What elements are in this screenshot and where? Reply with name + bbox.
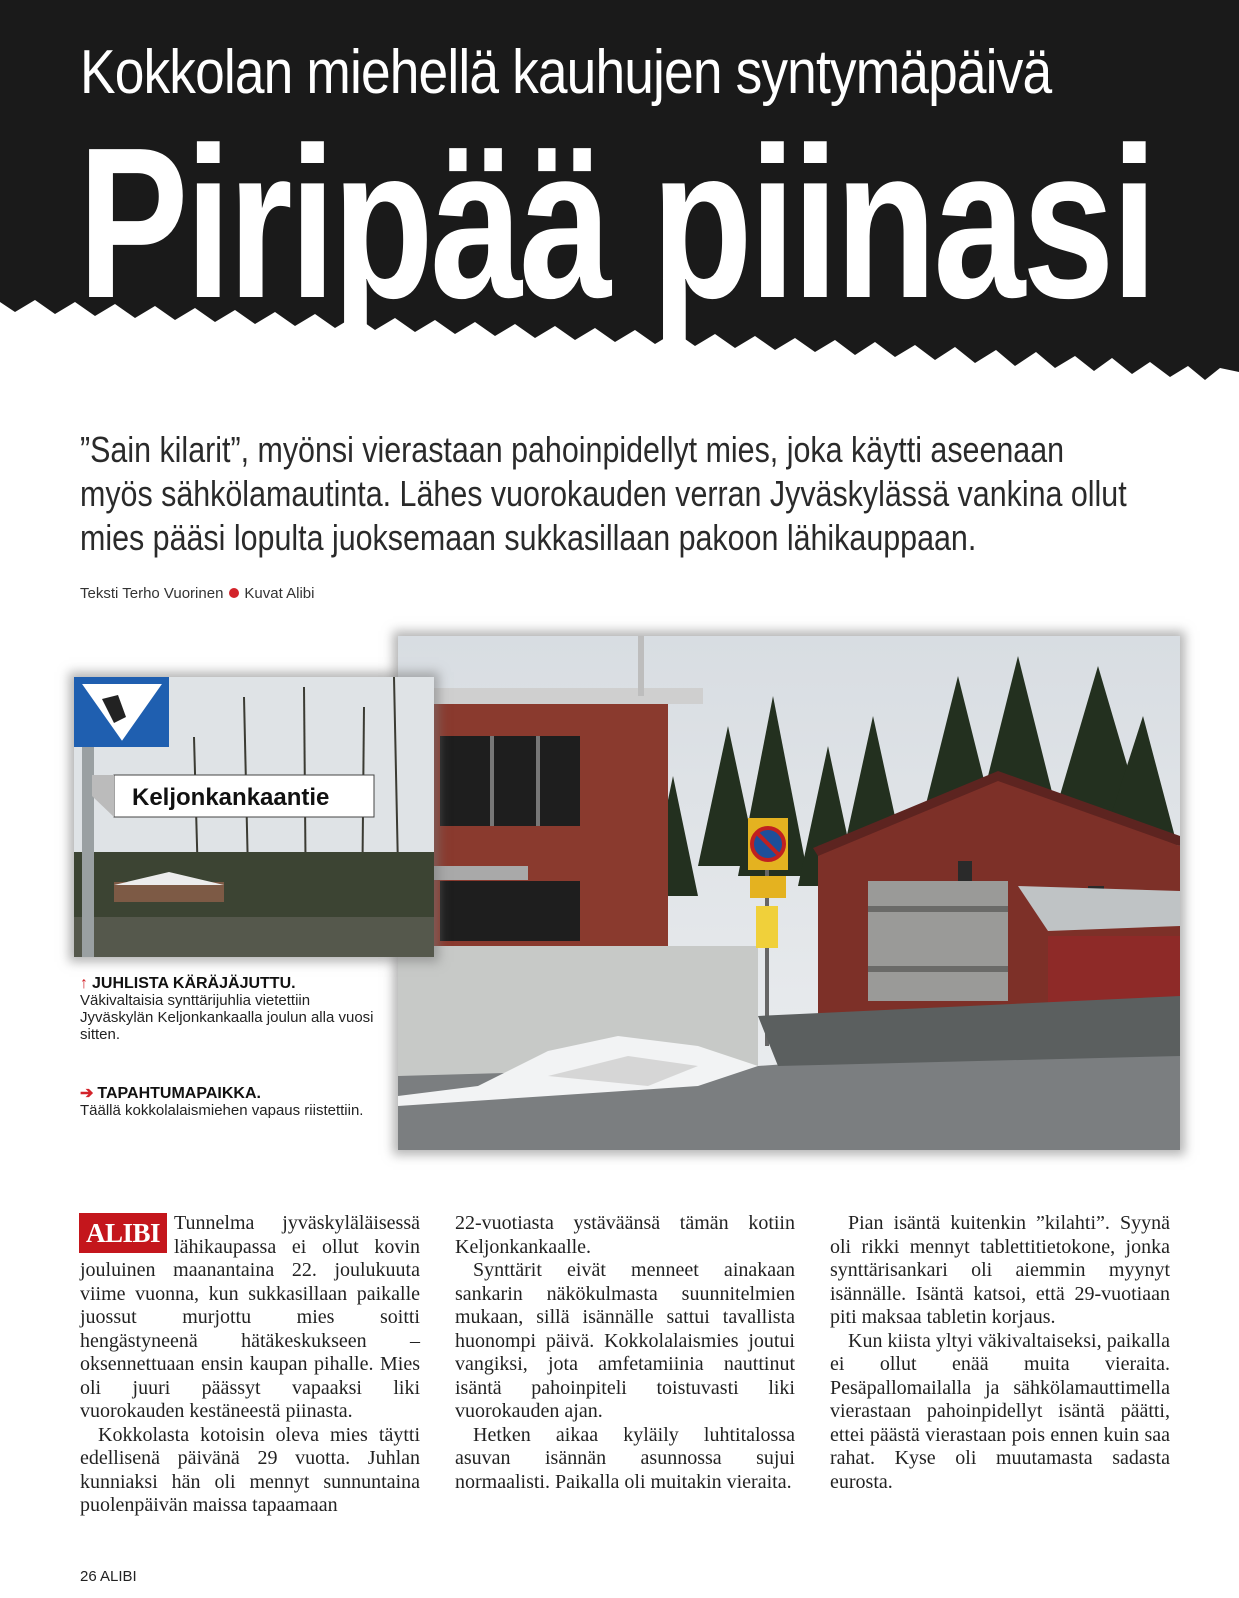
paragraph: Synttärit eivät menneet ainakaan sankarin näkökulmasta suunnitelmien mukaan, sillä isännälle sattui tavallista huonompi päivä. Kokkolalaismies joutui vangiksi, jota amfetamiinia nauttinut isäntä pahoinpiteli toistuvasti liki vuorokauden ajan. (455, 1259, 795, 1422)
paragraph: Tunnelma jyväskyläläisessä lähikaupassa ei ollut kovin jouluinen maanantaina 22. joulukuuta viime vuonna, kun sukkasillaan paikalle juossut murjottu mies soitti hengästyneenä hätäkeskukseen – oksennettuaan ensin kaupan pihalle. Mies oli juuri päässyt vapaaksi liki vuorokauden kestäneestä piinasta. (80, 1212, 420, 1422)
paragraph: Kun kiista yltyi väkivaltaiseksi, paikalla ei ollut enää muita vieraita. Pesäpallomailalla ja sähkölamauttimella vierastaan pahoinpidellyt isäntä päätti, ettei päästä vierastaan pois ennen kuin saa rahat. Kyse oli muutamasta sadasta eurosta. (830, 1329, 1170, 1493)
byline (80, 585, 314, 602)
caption-1-title: ↑ JUHLISTA KÄRÄJÄJUTTU. (80, 975, 296, 992)
main-headline: Piripää piinasi (78, 102, 1155, 343)
paragraph: 22-vuotiasta ystäväänsä tämän kotiin Keljonkankaalle. (455, 1212, 795, 1258)
paragraph: Pian isäntä kuitenkin ”kilahti”. Syynä oli rikki mennyt tablettitietokone, jonka synttärisankari oli aiemmin myynyt isännälle. Isäntä katsoi, että 29-vuotiaan piti maksaa tabletin korjaus. (830, 1212, 1170, 1328)
alibi-logo-badge: ALIBI (80, 1214, 166, 1252)
header-band (0, 0, 1239, 390)
paragraph: Kokkolasta kotoisin oleva mies täytti edellisenä päivänä 29 vuotta. Juhlan kunniaksi hän oli mennyt sunnuntaina puolenpäivän maissa tapaamaan (80, 1423, 420, 1516)
arrow-up-icon: ↑ (80, 975, 88, 992)
arrow-right-icon: ➔ (80, 1085, 94, 1102)
page-folio: 26 ALIBI (80, 1568, 137, 1585)
photo-street-sign (74, 677, 434, 957)
paragraph: Hetken aikaa kyläily luhtitalossa asuvan isännän asunnossa sujui normaalisti. Paikalla oli muitakin vieraita. (455, 1423, 795, 1493)
lead-paragraph: ”Sain kilarit”, myönsi vierastaan pahoinpidellyt mies, joka käytti aseenaan myös sähkölamautinta. Lähes vuorokauden verran Jyväskylässä vankina ollut mies pääsi lopulta juoksemaan sukkasillaan pakoon lähikauppaan. (80, 429, 1127, 558)
caption-2-title: ➔ TAPAHTUMAPAIKKA. (80, 1085, 261, 1102)
photo-credit: Kuvat Alibi (244, 585, 315, 602)
street-sign-text: Keljonkankaantie (132, 784, 330, 811)
caption-2-text: Täällä kokkolalaismiehen vapaus riistettiin. (80, 1102, 364, 1119)
photo-apartment-building (398, 636, 1180, 1150)
body-column-3 (830, 1212, 1170, 1494)
caption-1 (80, 975, 380, 1043)
caption-1-text: Väkivaltaisia synttärijuhlia vietettiin Jyväskylän Keljonkankaalla joulun alla vuosi sitten. (80, 992, 374, 1043)
text-credit: Teksti Terho Vuorinen (80, 585, 224, 602)
body-column-2 (455, 1212, 795, 1494)
bullet-dot-icon (229, 588, 239, 598)
caption-2 (80, 1085, 380, 1119)
body-column-1 (80, 1212, 420, 1518)
kicker-title: Kokkolan miehellä kauhujen syntymäpäivä (80, 38, 1052, 107)
